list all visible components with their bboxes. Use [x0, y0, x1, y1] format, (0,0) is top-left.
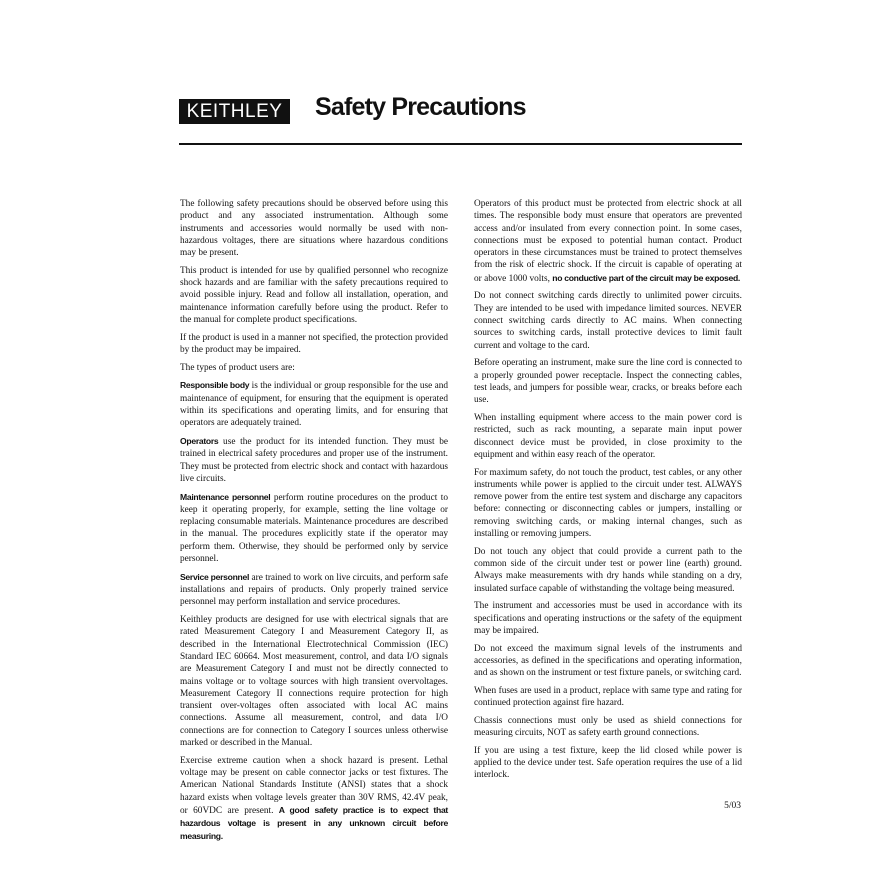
- maintenance-personnel-paragraph: [180, 491, 448, 566]
- shock-hazard-text: Exercise extreme caution when a shock hazard is present. Lethal voltage may be present on cable connector jacks or test fixtures. The American National Standards Institute (ANSI) states that a shock hazard exists when voltage levels greater than 30V RMS, 42.4V peak, or 60VDC are present.: [180, 755, 448, 816]
- impaired-protection-paragraph: If the product is used in a manner not specified, the protection provided by the product may be impaired.: [180, 332, 448, 356]
- signal-levels-paragraph: Do not exceed the maximum signal levels of the instruments and accessories, as defined in the specifications and operating information, and as shown on the instrument or test fixture panels, or switching card.: [474, 643, 742, 679]
- operators-paragraph: [180, 435, 448, 485]
- fuses-paragraph: When fuses are used in a product, replace with same type and rating for continued protection against fire hazard.: [474, 685, 742, 709]
- user-types-paragraph: The types of product users are:: [180, 362, 295, 373]
- intro-paragraph: The following safety precautions should be observed before using this product and any associated instrumentation. Although some instruments and accessories would normally be used with non-hazardous voltages, there are situations where hazardous conditions may be present.: [180, 199, 448, 259]
- shock-hazard-emphasis: A good safety practice is to expect that hazardous voltage is present in any unknown circuit before measuring.: [180, 804, 448, 842]
- left-column: [180, 198, 448, 849]
- page-header: [179, 93, 743, 126]
- responsible-body-term: Responsible body: [180, 380, 250, 391]
- revision-date: 5/03: [724, 801, 741, 811]
- responsible-body-paragraph: [180, 379, 448, 429]
- operator-protection-emphasis: no conductive part of the circuit may be exposed.: [552, 272, 741, 283]
- maintenance-personnel-text: perform routine procedures on the product to keep it operating properly, for example, setting the line voltage or replacing consumable materials. Maintenance procedures are described in the manual. The procedures explicitly state if the operator may perform them. Otherwise, they should be performed only by service personnel.: [180, 492, 448, 565]
- switching-cards-paragraph: Do not connect switching cards directly to unlimited power circuits. They are intended to be used with impedance limited sources. NEVER connect switching cards directly to AC mains. When connecting sources to switching cards, install protective devices to limit fault current and voltage to the card.: [474, 291, 742, 351]
- test-fixture-paragraph: If you are using a test fixture, keep the lid closed while power is applied to the device under test. Safe operation requires the use of a lid interlock.: [474, 745, 742, 781]
- responsible-body-text: is the individual or group responsible for the use and maintenance of equipment, for ensuring that the equipment is operated within its specifications and operating limits, and for ensuring that operators are adequately trained.: [180, 381, 449, 429]
- right-column: [474, 198, 742, 787]
- operators-text: use the product for its intended function. They must be trained in electrical safety procedures and proper use of the instrument. They must be protected from electric shock and contact with hazardous live circuits.: [180, 437, 448, 484]
- line-cord-paragraph: Before operating an instrument, make sure the line cord is connected to a properly grounded power receptacle. Inspect the connecting cables, test leads, and jumpers for possible wear, cracks, or breaks before each use.: [474, 358, 742, 406]
- operator-protection-text: Operators of this product must be protected from electric shock at all times. The responsible body must ensure that operators are prevented access and/or insulated from every connection point. In some cases, connections must be exposed to potential human contact. Product operators in these circumstances must be trained to protect themselves from the risk of electric shock. If the circuit is capable of operating at or above 1000 volts,: [474, 199, 742, 284]
- service-personnel-text: are trained to work on live circuits, and perform safe installations and repairs of products. Only properly trained service personnel may perform installation and service procedures.: [180, 572, 449, 608]
- disconnect-device-paragraph: When installing equipment where access to the main power cord is restricted, such as rack mounting, a separate main input power disconnect device must be provided, in close proximity to the equipment and within easy reach of the operator.: [474, 412, 742, 460]
- operators-term: Operators: [180, 436, 219, 446]
- page-title: Safety Precautions: [315, 93, 526, 121]
- current-path-paragraph: Do not touch any object that could provide a current path to the common side of the circuit under test or power line (earth) ground. Always make measurements with dry hands while standing on a dry, insulated surface capable of withstanding the voltage being measured.: [474, 546, 742, 594]
- service-personnel-term: Service personnel: [180, 571, 250, 582]
- header-rule: [179, 143, 742, 145]
- operator-protection-paragraph: [474, 198, 742, 285]
- measurement-category-paragraph: Keithley products are designed for use with electrical signals that are rated Measurement Category I and Measurement Category II, as described in the International Electrotechnical Commission (IEC) Standard IEC 60664. Most measurement, control, and data I/O signals are Measurement Category I and must not be directly connected to mains voltage or to voltage sources with high transient overvoltages. Measurement Category II connections require protection for high transient over-voltages often associated with local AC mains connections. Assume all measurement, control, and data I/O connections are for connection to Category I sources unless otherwise marked or described in the Manual.: [180, 615, 448, 748]
- maintenance-personnel-term: Maintenance personnel: [180, 491, 271, 502]
- service-personnel-paragraph: [180, 571, 448, 609]
- shock-hazard-paragraph: [180, 755, 448, 844]
- keithley-logo: KEITHLEY: [179, 99, 290, 124]
- accessories-paragraph: The instrument and accessories must be used in accordance with its specifications and operating instructions or the safety of the equipment may be impaired.: [474, 601, 742, 636]
- maximum-safety-paragraph: For maximum safety, do not touch the product, test cables, or any other instruments while power is applied to the circuit under test. ALWAYS remove power from the entire test system and discharge any capacitors before: connecting or disconnecting cables or jumpers, installing or removing switching cards, or making internal changes, such as installing or removing jumpers.: [474, 467, 742, 539]
- qualified-personnel-paragraph: This product is intended for use by qualified personnel who recognize shock hazards and are familiar with the safety precautions required to avoid possible injury. Read and follow all installation, operation, and maintenance information carefully before using the product. Refer to the manual for complete product specifications.: [180, 265, 448, 326]
- chassis-connections-paragraph: Chassis connections must only be used as shield connections for measuring circuits, NOT as safety earth ground connections.: [474, 715, 742, 739]
